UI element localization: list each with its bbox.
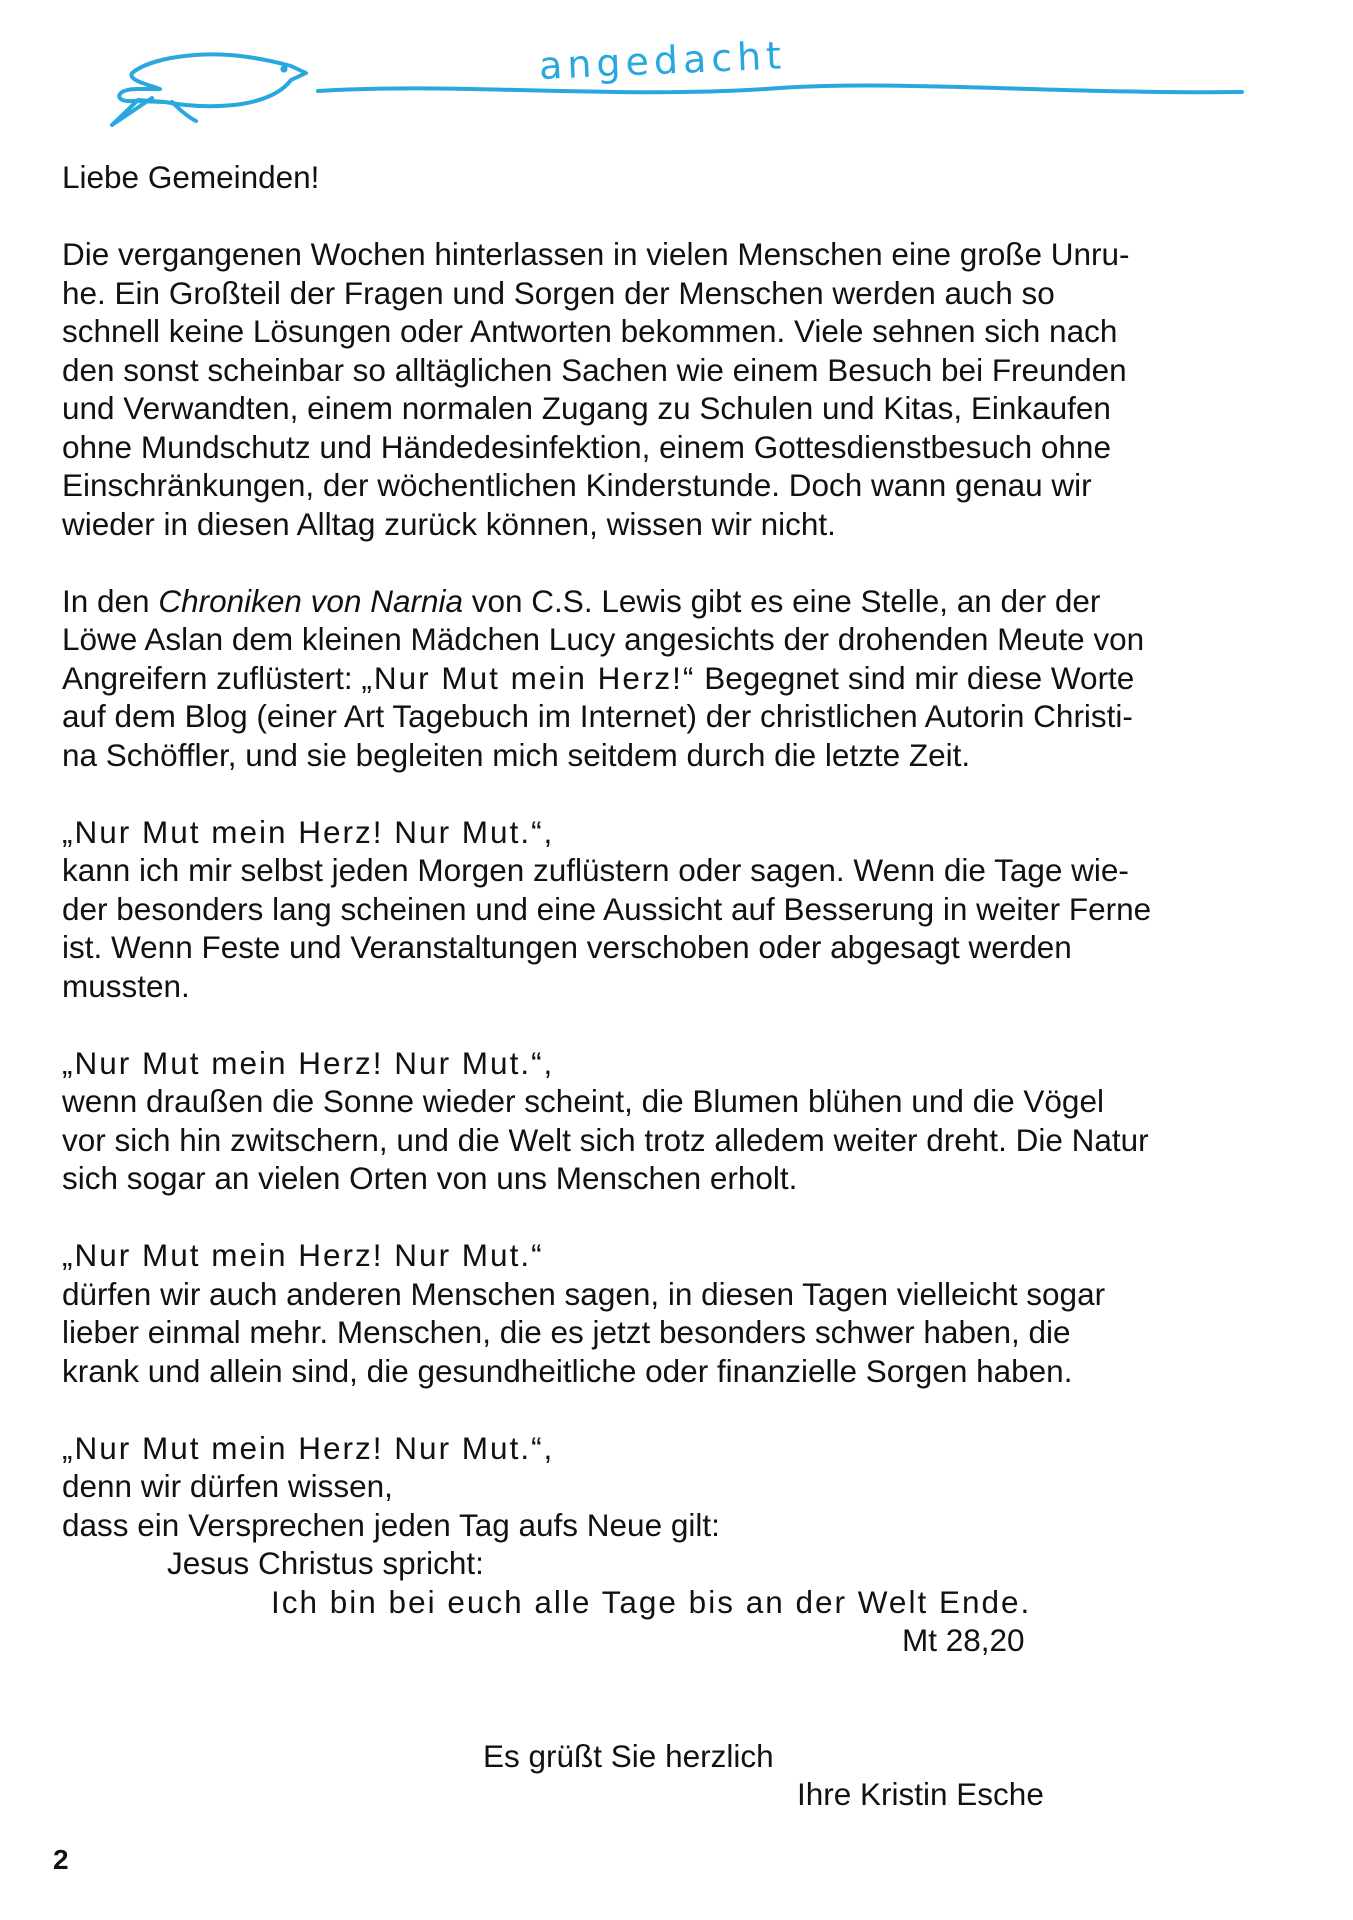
paragraph-line: mussten.	[62, 967, 190, 1004]
section-title: angedacht	[538, 33, 787, 88]
page-header	[0, 0, 1353, 150]
refrain-quote: „Nur Mut mein Herz! Nur Mut.“	[62, 1237, 544, 1273]
refrain-quote: „Nur Mut mein Herz! Nur Mut.“,	[62, 1429, 555, 1466]
book-title: Chroniken von Narnia	[158, 582, 464, 619]
refrain-block-4	[62, 1429, 1302, 1545]
scripture-verse: Ich bin bei euch alle Tage bis an der Welt Ende.	[271, 1583, 1032, 1620]
paragraph-line: lieber einmal mehr. Menschen, die es jetzt besonders schwer haben, die	[62, 1314, 1071, 1350]
paragraph-line: wieder in diesen Alltag zurück können, wissen wir nicht.	[62, 505, 836, 542]
refrain-block-2	[62, 1044, 1302, 1198]
paragraph-line: he. Ein Großteil der Fragen und Sorgen der Menschen werden auch so	[62, 274, 1055, 311]
scripture-quote	[62, 1544, 1302, 1660]
closing-greeting: Es grüßt Sie herzlich	[483, 1737, 774, 1774]
paragraph-line: dürfen wir auch anderen Menschen sagen, in diesen Tagen vielleicht sogar	[62, 1275, 1106, 1312]
paragraph-line: und Verwandten, einem normalen Zugang zu Schulen und Kitas, Einkaufen	[62, 390, 1111, 426]
paragraph-line: wenn draußen die Sonne wieder scheint, die Blumen blühen und die Vögel	[62, 1083, 1104, 1119]
text-segment: von C.S. Lewis gibt es eine Stelle, an der der	[463, 582, 1101, 619]
paragraph-line: vor sich hin zwitschern, und die Welt sich trotz alledem weiter dreht. Die Natur	[62, 1121, 1149, 1158]
refrain-quote: „Nur Mut mein Herz! Nur Mut.“,	[62, 813, 555, 850]
paragraph-line: der besonders lang scheinen und eine Aussicht auf Besserung in weiter Ferne	[62, 890, 1152, 927]
refrain-quote: „Nur Mut mein Herz! Nur Mut.“,	[62, 1044, 555, 1081]
paragraph-line: Löwe Aslan dem kleinen Mädchen Lucy angesichts der drohenden Meute von	[62, 621, 1145, 657]
paragraph-line: krank und allein sind, die gesundheitliche oder finanzielle Sorgen haben.	[62, 1352, 1073, 1389]
paragraph-1	[62, 235, 1302, 543]
article-body	[62, 158, 1302, 1812]
paragraph-line: na Schöffler, und sie begleiten mich seitdem durch die letzte Zeit.	[62, 736, 971, 773]
paragraph-line: Die vergangenen Wochen hinterlassen in vielen Menschen eine große Unru-	[62, 236, 1130, 272]
paragraph-line: Einschränkungen, der wöchentlichen Kinderstunde. Doch wann genau wir	[62, 467, 1092, 503]
paragraph-2	[62, 582, 1302, 775]
paragraph-line: denn wir dürfen wissen,	[62, 1468, 393, 1504]
text-segment: Angreifern zuflüstert:	[62, 659, 362, 696]
text-segment: In den	[62, 582, 159, 619]
paragraph-line	[62, 659, 1302, 698]
scripture-speaker: Jesus Christus spricht:	[167, 1545, 484, 1581]
refrain-block-3	[62, 1236, 1302, 1390]
signature: Ihre Kristin Esche	[797, 1775, 1044, 1812]
header-wave-line	[318, 86, 1242, 93]
paragraph-line: den sonst scheinbar so alltäglichen Sachen wie einem Besuch bei Freunden	[62, 351, 1127, 388]
inline-quote: „Nur Mut mein Herz!“	[361, 659, 696, 696]
paragraph-line: auf dem Blog (einer Art Tagebuch im Internet) der christlichen Autorin Christi-	[62, 698, 1133, 734]
paragraph-line: schnell keine Lösungen oder Antworten bekommen. Viele sehnen sich nach	[62, 313, 1118, 349]
paragraph-line	[62, 582, 1302, 621]
closing	[62, 1660, 1302, 1812]
paragraph-line: dass ein Versprechen jeden Tag aufs Neue gilt:	[62, 1506, 720, 1543]
page-number: 2	[53, 1844, 69, 1875]
paragraph-line: kann ich mir selbst jeden Morgen zuflüstern oder sagen. Wenn die Tage wie-	[62, 852, 1129, 888]
paragraph-line: ist. Wenn Feste und Veranstaltungen verschoben oder abgesagt werden	[62, 929, 1072, 965]
text-segment: Begegnet sind mir diese Worte	[695, 659, 1135, 696]
salutation: Liebe Gemeinden!	[62, 159, 320, 195]
paragraph-line: ohne Mundschutz und Händedesinfektion, einem Gottesdienstbesuch ohne	[62, 428, 1111, 465]
refrain-block-1	[62, 813, 1302, 1006]
dove-icon	[112, 54, 306, 125]
scripture-reference: Mt 28,20	[902, 1622, 1025, 1658]
paragraph-line: sich sogar an vielen Orten von uns Menschen erholt.	[62, 1160, 798, 1196]
